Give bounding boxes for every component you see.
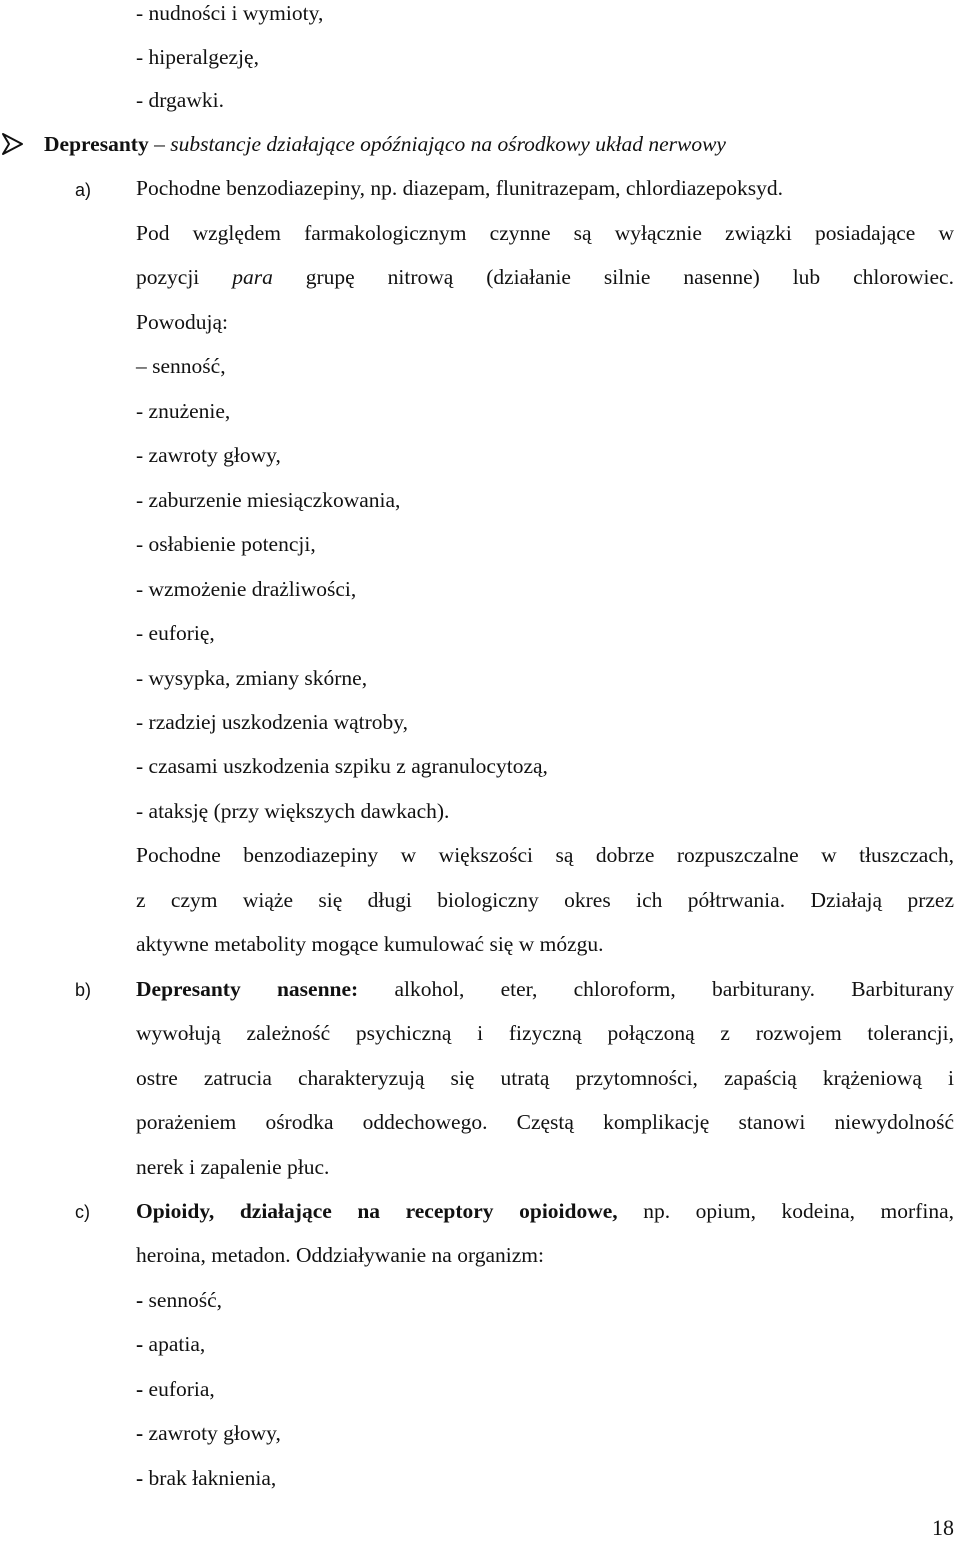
paragraph-line: wywołują zależność psychiczną i fizyczną połączoną z rozwojem tolerancji,: [136, 1021, 954, 1045]
paragraph-line: heroina, metadon. Oddziaływanie na organizm:: [136, 1243, 544, 1267]
list-item: - rzadziej uszkodzenia wątroby,: [136, 710, 409, 734]
list-item: - nudności i wymioty,: [136, 1, 324, 25]
list-item: - czasami uszkodzenia szpiku z agranulocytozą,: [136, 754, 548, 778]
list-item: - wzmożenie drażliwości,: [136, 577, 357, 601]
paragraph-line: Powodują:: [136, 310, 228, 334]
list-item: - ataksję (przy większych dawkach).: [136, 799, 450, 823]
paragraph-line: Opioidy, działające na receptory opioidowe, np. opium, kodeina, morfina,: [136, 1199, 954, 1223]
arrow-bullet-icon: [0, 131, 26, 157]
list-item: - znużenie,: [136, 399, 231, 423]
paragraph-line: aktywne metabolity mogące kumulować się w mózgu.: [136, 932, 604, 956]
list-marker-c: c): [75, 1202, 90, 1222]
paragraph-line: ostre zatrucia charakteryzują się utratą przytomności, zapaścią krążeniową i: [136, 1066, 954, 1090]
section-heading: [44, 131, 726, 157]
heading-rest: – substancje działające opóźniająco na ośrodkowy układ nerwowy: [148, 132, 726, 156]
paragraph-line: nerek i zapalenie płuc.: [136, 1155, 330, 1179]
list-item: - drgawki.: [136, 88, 224, 112]
heading-bold: Depresanty: [44, 132, 149, 156]
page-number: 18: [932, 1515, 954, 1540]
list-item: - brak łaknienia,: [136, 1466, 277, 1490]
list-item: - zaburzenie miesiączkowania,: [136, 488, 401, 512]
list-item: - zawroty głowy,: [136, 1421, 281, 1445]
paragraph-line: Pochodne benzodiazepiny w większości są dobrze rozpuszczalne w tłuszczach,: [136, 843, 954, 867]
list-item: - apatia,: [136, 1332, 206, 1356]
list-marker-b: b): [75, 980, 92, 1000]
list-item: - osłabienie potencji,: [136, 532, 316, 556]
list-item: - zawroty głowy,: [136, 443, 281, 467]
paragraph-line: porażeniem ośrodka oddechowego. Częstą komplikację stanowi niewydolność: [136, 1110, 954, 1134]
paragraph-line: pozycji para grupę nitrową (działanie silnie nasenne) lub chlorowiec.: [136, 265, 954, 289]
list-item: - senność,: [136, 1288, 222, 1312]
paragraph-line: Pochodne benzodiazepiny, np. diazepam, flunitrazepam, chlordiazepoksyd.: [136, 176, 783, 200]
list-item: - euforię,: [136, 621, 215, 645]
list-item: – senność,: [136, 354, 226, 378]
list-marker-a: a): [75, 180, 92, 200]
paragraph-line: z czym wiąże się długi biologiczny okres ich półtrwania. Działają przez: [136, 888, 954, 912]
list-item: - euforia,: [136, 1377, 215, 1401]
paragraph-line: Pod względem farmakologicznym czynne są wyłącznie związki posiadające w: [136, 221, 954, 245]
list-item: - wysypka, zmiany skórne,: [136, 666, 368, 690]
list-item: - hiperalgezję,: [136, 45, 259, 69]
paragraph-line: Depresanty nasenne: alkohol, eter, chloroform, barbiturany. Barbiturany: [136, 977, 954, 1001]
